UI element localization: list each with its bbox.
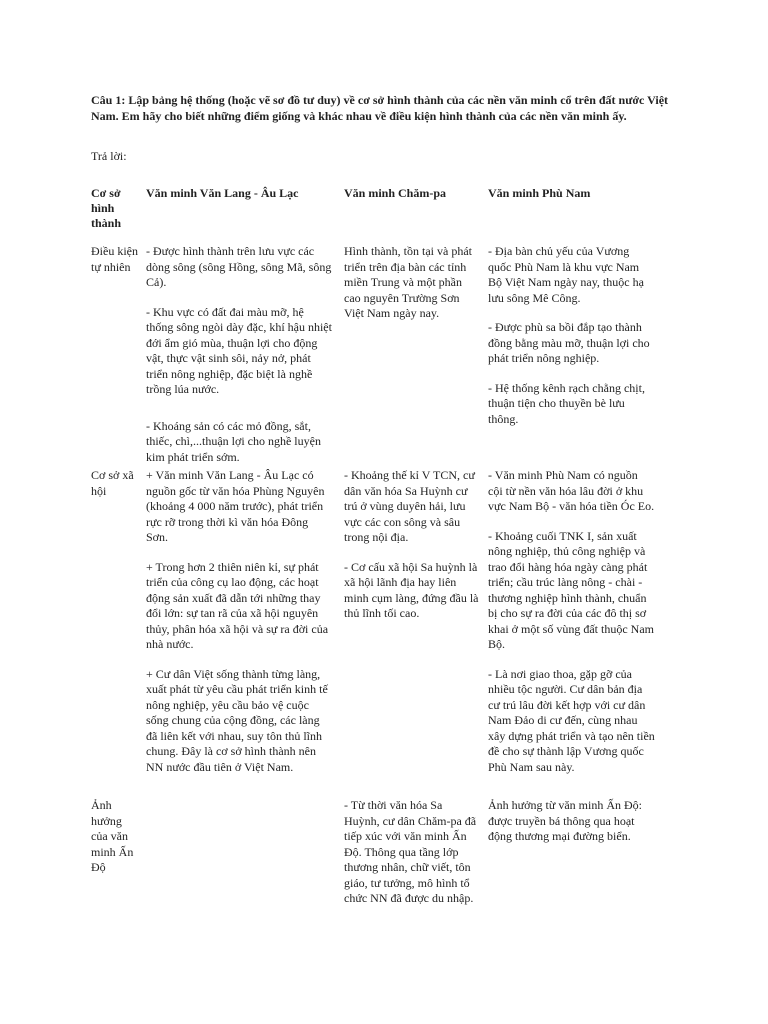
social-phunam-p3: - Là nơi giao thoa, gặp gỡ của nhiều tộc người. Cư dân bản địa cư trú lâu đời kết hợp với cư dân Nam Đảo di cư đến, cùng nhau xây dựng phát triển và tạo nên tiền đề cho sự thành lập Vương quốc Phù Nam sau này.: [488, 666, 655, 774]
social-vanlang-p3: + Cư dân Việt sống thành từng làng, xuất phát từ yêu cầu phát triển kinh tế nông nghiệp, yêu cầu bảo vệ cuộc sống chung của cộng đồng, các làng đã liên kết với nhau, suy tôn thủ lĩnh chung. Đây là cơ sở hình thành nên NN nước đầu tiên ở Việt Nam.: [146, 666, 328, 774]
social-phunam-p2: - Khoảng cuối TNK I, sản xuất nông nghiệp, thủ công nghiệp và trao đổi hàng hóa ngày càng phát triển; cầu trúc làng nông - chài - thương nghiệp hình thành, chuẩn bị cho sự ra đời của các đô thị sơ khai ở một số vùng đất thuộc Nam Bộ.: [488, 528, 654, 651]
indian-champa-p1: - Từ thời văn hóa Sa Huỳnh, cư dân Chăm-pa đã tiếp xúc với văn minh Ấn Độ. Thông qua tầng lớp thương nhân, chữ viết, tôn giáo, tư tưởng, mô hình tổ chức NN đã được du nhập.: [344, 798, 477, 905]
cell-social-vanlang: [146, 468, 333, 789]
header-phunam: Văn minh Phù Nam: [488, 186, 591, 200]
cell-natural-phunam: [488, 244, 655, 441]
answer-label: Trả lời:: [91, 149, 127, 163]
indian-phunam-p1: Ảnh hưởng từ văn minh Ấn Độ: được truyền bá thông qua hoạt động thương mại đường biển.: [488, 798, 643, 843]
natural-vanlang-p2: - Khu vực có đất đai màu mỡ, hệ thống sông ngòi dày đặc, khí hậu nhiệt đới ẩm gió mùa, thuận lợi cho động vật, thực vật sinh sôi, nảy nở, phát triển nông nghiệp, đặc biệt là nghề trồng lúa nước.: [146, 304, 332, 396]
question-text: Câu 1: Lập bảng hệ thống (hoặc vẽ sơ đồ tư duy) về cơ sở hình thành của các nền văn minh cổ trên đất nước Việt Nam. Em hãy cho biết những điểm giống và khác nhau về điều kiện hình thành của các nền văn minh ấy.: [91, 93, 669, 123]
natural-vanlang-p3: - Khoáng sản có các mỏ đồng, sắt, thiếc, chì,...thuận lợi cho nghề luyện kim phát triển sớm.: [146, 418, 321, 464]
social-phunam-p1: - Văn minh Phù Nam có nguồn cội từ nền văn hóa lâu đời ở khu vực Nam Bộ - văn hóa tiền Óc Eo.: [488, 468, 655, 513]
natural-phunam-p2: - Được phù sa bồi đắp tạo thành đồng bằng màu mỡ, thuận lợi cho phát triển nông nghiệp.: [488, 320, 650, 365]
social-champa-p2: - Cơ cấu xã hội Sa huỳnh là xã hội lãnh địa hay liên minh cụm làng, đứng đầu là thủ lĩnh tối cao.: [344, 559, 479, 620]
social-vanlang-p1: + Văn minh Văn Lang - Âu Lạc có nguồn gốc từ văn hóa Phùng Nguyên (khoảng 4 000 năm trước), phát triển rực rỡ trong thời kì văn hóa Đông Sơn.: [146, 468, 325, 544]
cell-indian-champa: [344, 798, 479, 921]
header-champa: Văn minh Chăm-pa: [344, 186, 447, 200]
cell-indian-phunam: [488, 798, 655, 859]
natural-phunam-p1: - Địa bàn chủ yếu của Vương quốc Phù Nam là khu vực Nam Bộ Việt Nam ngày nay, thuộc hạ lưu sông Mê Công.: [488, 244, 644, 305]
natural-vanlang-p1: - Được hình thành trên lưu vực các dòng sông (sông Hồng, sông Mã, sông Cả).: [146, 244, 332, 289]
header-basis: Cơ sở hình thành: [91, 186, 122, 230]
cell-natural-champa: [344, 244, 479, 336]
natural-phunam-p3: - Hệ thống kênh rạch chằng chịt, thuận tiện cho thuyền bè lưu thông.: [488, 380, 645, 426]
cell-social-phunam: [488, 468, 655, 789]
document-page: [91, 92, 691, 926]
natural-champa-p1: Hình thành, tồn tại và phát triển trên địa bàn các tỉnh miền Trung và một phần cao nguyên Trường Sơn Việt Nam ngày nay.: [344, 244, 472, 320]
social-vanlang-p2: + Trong hơn 2 thiên niên kỉ, sự phát triển của công cụ lao động, các hoạt động sản xuất đã dẫn tới những thay đổi lớn: sự tan rã của xã hội nguyên thủy, phân hóa xã hội và sự ra đời của nhà nước.: [146, 559, 329, 651]
header-vanlang: Văn minh Văn Lang - Âu Lạc: [146, 186, 299, 200]
comparison-table: [91, 186, 691, 926]
cell-social-champa: [344, 468, 479, 636]
social-champa-p1: - Khoảng thế kỉ V TCN, cư dân văn hóa Sa Huỳnh cư trú ở vùng duyên hải, lưu vực các con sông và sâu trong nội địa.: [344, 468, 475, 544]
row-label-indian-influence: Ảnh hưởng của văn minh Ấn Độ: [91, 798, 134, 874]
cell-natural-vanlang: [146, 244, 333, 479]
row-label-natural: Điều kiện tự nhiên: [91, 244, 138, 274]
row-label-social: Cơ sở xã hội: [91, 468, 134, 498]
